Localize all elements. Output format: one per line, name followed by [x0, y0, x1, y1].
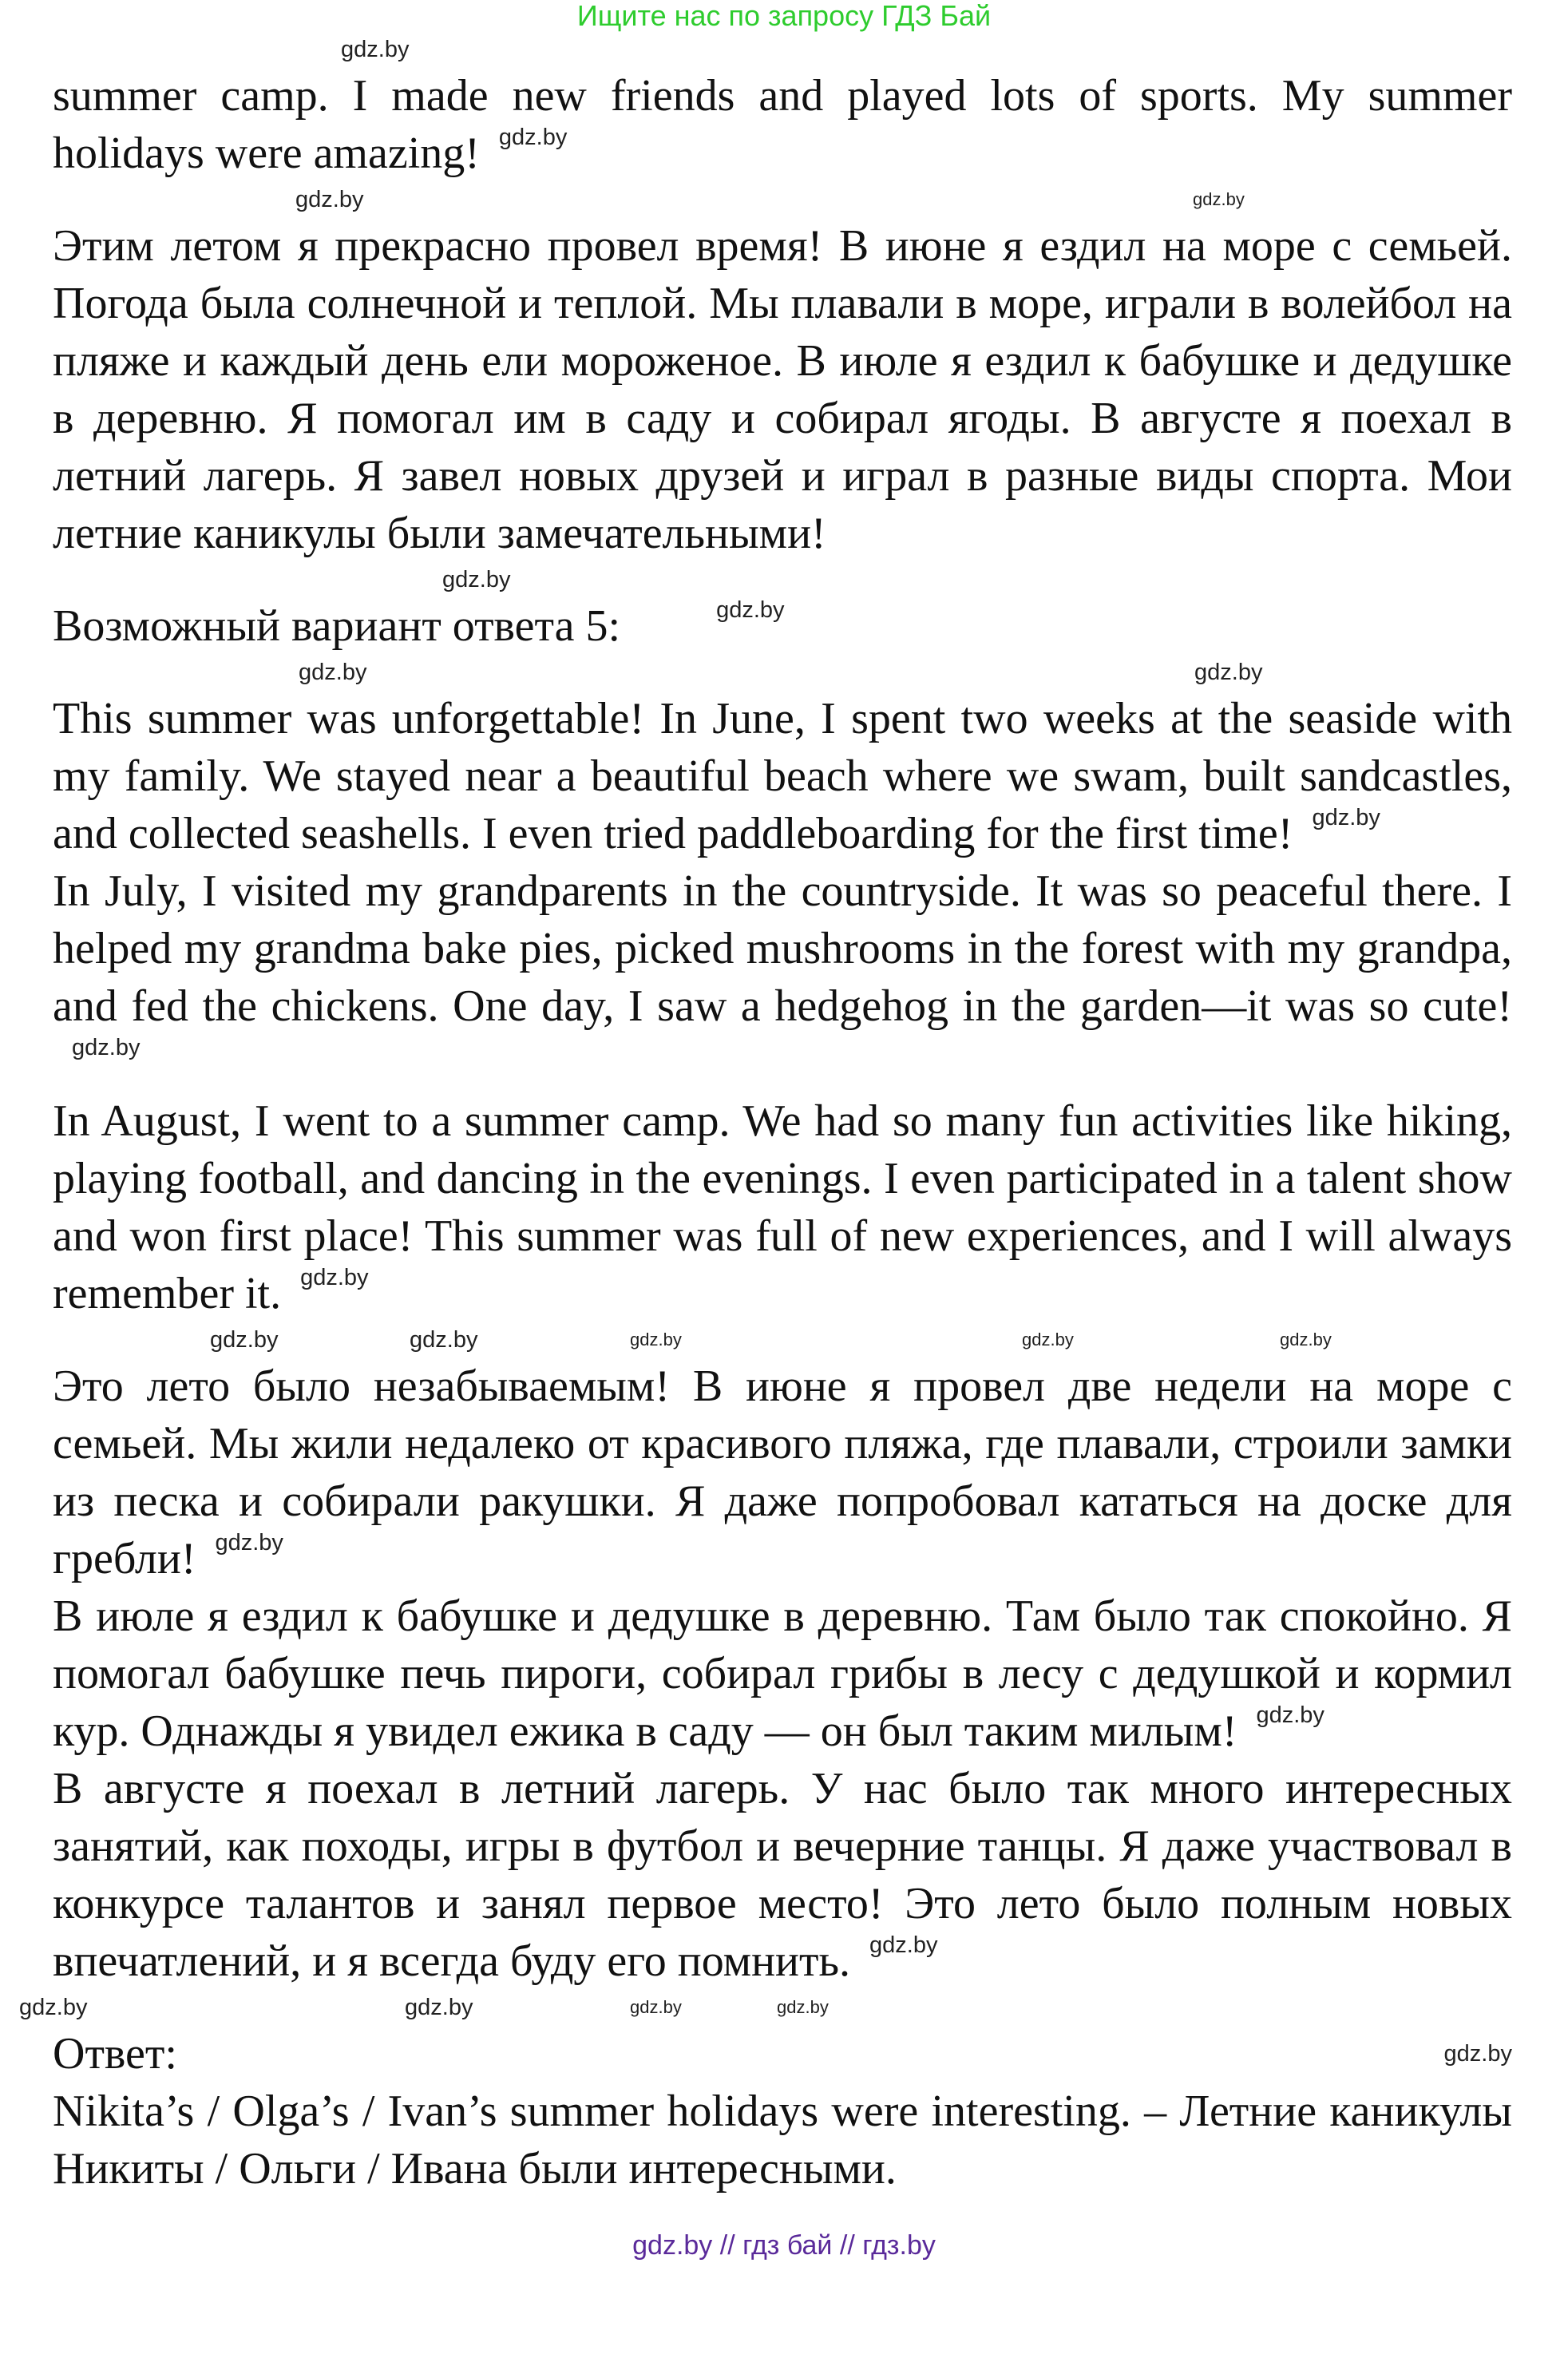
watermark: gdz.by: [442, 567, 511, 592]
watermark: gdz.by: [1256, 1702, 1324, 1728]
answer-label-text: Ответ:: [53, 2029, 177, 2079]
watermark-row: [53, 182, 1512, 217]
watermark: gdz.by: [869, 1932, 938, 1958]
watermark: gdz.by: [1443, 2041, 1512, 2067]
watermark: gdz.by: [1194, 660, 1263, 685]
watermark: gdz.by: [405, 1995, 473, 2020]
watermark: gdz.by: [299, 660, 367, 685]
search-hint-banner: Ищите нас по запросу ГДЗ Бай: [576, 0, 992, 32]
footer-site-links[interactable]: gdz.by // гдз бай // гдз.by: [632, 2230, 936, 2261]
watermark: gdz.by: [72, 1035, 141, 1060]
english-paragraph-text: In July, I visited my grandparents in the countryside. It was so peaceful there. I helped my grandma bake pies, picked mushrooms in the forest with my grandpa, and fed the chickens. One day, I saw a hedgehog in the garden—it was so cute!: [53, 866, 1512, 1031]
russian-paragraph: [53, 1587, 1512, 1760]
variant-heading-text: Возможный вариант ответа 5:: [53, 601, 621, 651]
watermark: gdz.by: [630, 1330, 682, 1349]
watermark: gdz.by: [215, 1530, 283, 1556]
answer-label: [53, 2025, 1512, 2083]
english-paragraph-text: This summer was unforgettable! In June, I spent two weeks at the seaside with my family. We stayed near a beautiful beach where we swam, built sandcastles, and collected seashells. I even tried paddleboarding for the first time!: [53, 694, 1512, 858]
watermark: gdz.by: [1022, 1330, 1074, 1349]
paragraph-english-end: [53, 67, 1512, 182]
english-paragraph: [53, 690, 1512, 862]
watermark-row: [0, 32, 1568, 67]
watermark: gdz.by: [341, 37, 410, 62]
watermark: gdz.by: [1280, 1330, 1332, 1349]
watermark: gdz.by: [1193, 189, 1245, 209]
russian-paragraph-text: В июле я ездил к бабушке и дедушке в деревню. Там было так спокойно. Я помогал бабушке печь пироги, собирал грибы в лесу с дедушкой и кормил кур. Однажды я увидел ежика в саду — он был таким милым!: [53, 1591, 1512, 1756]
russian-paragraph-text: Это лето было незабываемым! В июне я провел две недели на море с семьей. Мы жили недалеко от красивого пляжа, где плавали, строили замки из песка и собирали ракушки. Я даже попробовал кататься на доске для гребли!: [53, 1361, 1512, 1583]
watermark: gdz.by: [716, 597, 785, 623]
watermark: gdz.by: [777, 1997, 829, 2017]
variant-heading: [53, 597, 1512, 655]
watermark: gdz.by: [295, 187, 364, 212]
watermark: gdz.by: [630, 1997, 682, 2017]
english-paragraph: [53, 862, 1512, 1092]
paragraph-russian-translation: Этим летом я прекрасно провел время! В июне я ездил на море с семьей. Погода была солнечной и теплой. Мы плавали в море, играли в волейбол на пляже и каждый день ели мороженое. В июле я ездил к бабушке и дедушке в деревню. Я помогал им в саду и собирал ягоды. В августе я поехал в летний лагерь. Я завел новых друзей и играл в разные виды спорта. Мои летние каникулы были замечательными!: [53, 221, 1512, 558]
watermark-row: [53, 562, 1512, 597]
watermark-row: [53, 1322, 1512, 1357]
watermark: gdz.by: [19, 1995, 88, 2020]
russian-paragraph: [53, 1760, 1512, 1990]
watermark-row: [53, 655, 1512, 690]
english-paragraph-text: In August, I went to a summer camp. We had so many fun activities like hiking, playing football, and dancing in the evenings. I even participated in a talent show and won first place! This summer was full of new experiences, and I will always remember it.: [53, 1096, 1512, 1318]
watermark: gdz.by: [410, 1327, 478, 1353]
watermark: gdz.by: [300, 1265, 369, 1290]
watermark-row: [19, 1990, 1512, 2025]
russian-paragraph: [53, 1357, 1512, 1587]
russian-paragraph-text: В августе я поехал в летний лагерь. У нас было так много интересных занятий, как походы, игры в футбол и вечерние танцы. Я даже участвовал в конкурсе талантов и занял первое место! Это лето было полным новых впечатлений, и я всегда буду его помнить.: [53, 1764, 1512, 1986]
watermark: gdz.by: [1312, 805, 1380, 830]
paragraph-text: summer camp. I made new friends and played lots of sports. My summer holidays were amazing!: [53, 71, 1512, 178]
watermark: gdz.by: [210, 1327, 279, 1353]
answer-text: Nikita’s / Olga’s / Ivan’s summer holidays were interesting. – Летние каникулы Никиты / Ольги / Ивана были интересными.: [53, 2087, 1512, 2194]
watermark: gdz.by: [498, 125, 568, 150]
english-paragraph: [53, 1092, 1512, 1322]
document-body: [19, 67, 1512, 2198]
